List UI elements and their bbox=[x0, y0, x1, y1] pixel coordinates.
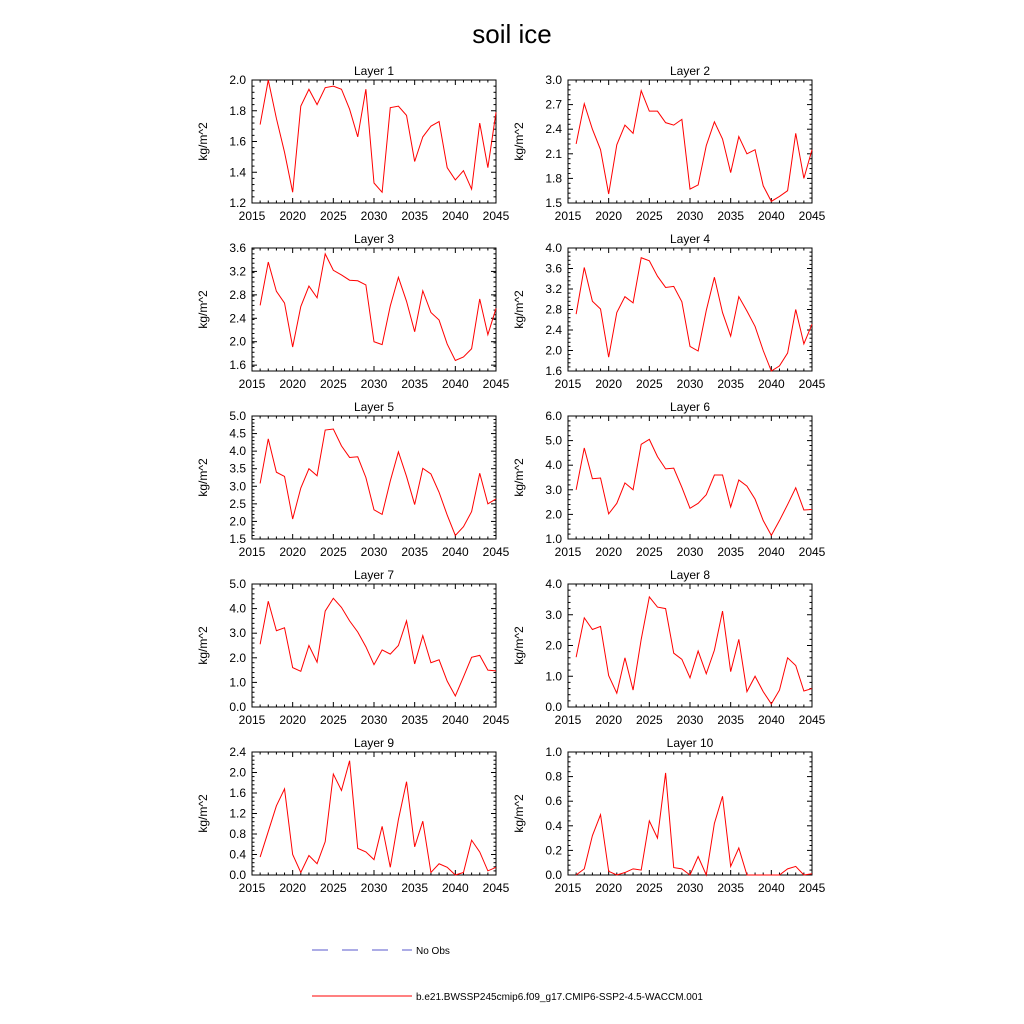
y-tick-label: 1.6 bbox=[229, 786, 246, 800]
chart-panel-8 bbox=[512, 568, 826, 727]
y-tick-label: 0.2 bbox=[545, 843, 562, 858]
x-tick-label: 2020 bbox=[279, 377, 307, 391]
y-tick-label: 1.2 bbox=[229, 196, 246, 210]
x-tick-label: 2030 bbox=[676, 881, 704, 895]
x-tick-label: 2015 bbox=[238, 713, 266, 727]
y-tick-label: 3.6 bbox=[229, 241, 246, 255]
y-tick-label: 1.4 bbox=[229, 165, 246, 180]
y-tick-label: 2.7 bbox=[545, 97, 562, 112]
y-tick-label: 0.8 bbox=[229, 827, 246, 841]
x-tick-label: 2035 bbox=[717, 377, 745, 391]
legend-no-obs-label: No Obs bbox=[416, 946, 450, 957]
x-tick-label: 2030 bbox=[676, 545, 704, 559]
y-tick-label: 1.0 bbox=[545, 745, 562, 759]
y-tick-label: 2.0 bbox=[229, 650, 246, 665]
x-tick-label: 2015 bbox=[554, 713, 582, 727]
chart-panel-7 bbox=[196, 568, 510, 727]
x-tick-label: 2035 bbox=[401, 377, 429, 391]
legend-model-label: b.e21.BWSSP245cmip6.f09_g17.CMIP6-SSP2-4.5-WACCM.001 bbox=[416, 992, 703, 1003]
x-tick-label: 2020 bbox=[595, 713, 623, 727]
x-tick-label: 2030 bbox=[676, 377, 704, 391]
y-tick-label: 1.6 bbox=[545, 364, 562, 378]
x-tick-label: 2035 bbox=[401, 713, 429, 727]
plot-frame bbox=[568, 248, 812, 371]
x-tick-label: 2045 bbox=[798, 545, 826, 559]
y-tick-label: 2.8 bbox=[545, 302, 562, 317]
y-axis-label: kg/m^2 bbox=[196, 122, 210, 161]
chart-panel-4 bbox=[512, 232, 826, 391]
y-tick-label: 0.0 bbox=[545, 700, 562, 714]
x-tick-label: 2035 bbox=[717, 209, 745, 223]
x-tick-label: 2045 bbox=[798, 713, 826, 727]
y-tick-label: 0.8 bbox=[545, 769, 562, 784]
x-tick-label: 2015 bbox=[554, 881, 582, 895]
y-tick-label: 1.2 bbox=[229, 806, 246, 821]
x-tick-label: 2040 bbox=[757, 377, 785, 391]
y-tick-label: 5.0 bbox=[229, 409, 246, 423]
x-tick-label: 2040 bbox=[441, 377, 469, 391]
y-axis-label: kg/m^2 bbox=[512, 122, 526, 161]
x-tick-label: 2015 bbox=[238, 377, 266, 391]
y-tick-label: 1.0 bbox=[229, 675, 246, 690]
plot-frame bbox=[252, 416, 496, 539]
x-tick-label: 2015 bbox=[238, 209, 266, 223]
x-tick-label: 2045 bbox=[482, 377, 510, 391]
plot-frame bbox=[252, 80, 496, 203]
x-tick-label: 2025 bbox=[319, 713, 347, 727]
y-tick-label: 6.0 bbox=[545, 409, 562, 423]
x-tick-label: 2040 bbox=[441, 881, 469, 895]
y-axis-label: kg/m^2 bbox=[512, 794, 526, 833]
x-tick-label: 2020 bbox=[595, 377, 623, 391]
y-tick-label: 1.0 bbox=[545, 669, 562, 684]
y-tick-label: 0.4 bbox=[229, 847, 246, 862]
chart-panel-9 bbox=[196, 736, 510, 895]
y-tick-label: 2.0 bbox=[229, 73, 246, 87]
series-line bbox=[260, 429, 496, 535]
x-tick-label: 2030 bbox=[360, 377, 388, 391]
y-tick-label: 2.4 bbox=[229, 745, 246, 759]
series-line bbox=[260, 598, 496, 696]
series-line bbox=[576, 91, 812, 202]
x-tick-label: 2015 bbox=[238, 545, 266, 559]
x-tick-label: 2025 bbox=[319, 545, 347, 559]
y-tick-label: 0.0 bbox=[545, 868, 562, 882]
x-tick-label: 2045 bbox=[482, 713, 510, 727]
y-axis-label: kg/m^2 bbox=[512, 290, 526, 329]
y-axis-label: kg/m^2 bbox=[196, 290, 210, 329]
x-tick-label: 2020 bbox=[279, 545, 307, 559]
x-tick-label: 2030 bbox=[360, 713, 388, 727]
x-tick-label: 2030 bbox=[676, 209, 704, 223]
x-tick-label: 2045 bbox=[798, 881, 826, 895]
plot-frame bbox=[252, 752, 496, 875]
panel-title: Layer 5 bbox=[353, 400, 395, 414]
plot-frame bbox=[568, 752, 812, 875]
x-tick-label: 2025 bbox=[635, 713, 663, 727]
x-tick-label: 2025 bbox=[319, 209, 347, 223]
panel-title: Layer 3 bbox=[353, 232, 395, 246]
y-tick-label: 0.4 bbox=[545, 818, 562, 833]
y-tick-label: 1.0 bbox=[545, 532, 562, 546]
series-line bbox=[576, 258, 812, 371]
x-tick-label: 2040 bbox=[441, 209, 469, 223]
y-tick-label: 3.0 bbox=[229, 626, 246, 641]
x-tick-label: 2020 bbox=[595, 881, 623, 895]
y-tick-label: 5.0 bbox=[545, 433, 562, 448]
y-tick-label: 2.0 bbox=[229, 334, 246, 349]
x-tick-label: 2025 bbox=[635, 881, 663, 895]
panel-title: Layer 10 bbox=[666, 736, 714, 750]
x-tick-label: 2025 bbox=[635, 209, 663, 223]
y-tick-label: 1.8 bbox=[229, 103, 246, 118]
panel-title: Layer 9 bbox=[353, 736, 395, 750]
panel-title: Layer 6 bbox=[669, 400, 711, 414]
x-tick-label: 2045 bbox=[798, 377, 826, 391]
x-tick-label: 2035 bbox=[401, 545, 429, 559]
y-tick-label: 5.0 bbox=[229, 577, 246, 591]
x-tick-label: 2020 bbox=[279, 713, 307, 727]
x-tick-label: 2035 bbox=[401, 881, 429, 895]
x-tick-label: 2030 bbox=[360, 881, 388, 895]
x-tick-label: 2040 bbox=[441, 545, 469, 559]
y-tick-label: 2.1 bbox=[545, 146, 562, 161]
x-tick-label: 2040 bbox=[757, 713, 785, 727]
x-tick-label: 2020 bbox=[279, 881, 307, 895]
y-tick-label: 2.0 bbox=[229, 765, 246, 780]
panel-title: Layer 8 bbox=[669, 568, 711, 582]
series-line bbox=[260, 761, 496, 875]
y-tick-label: 3.0 bbox=[545, 607, 562, 622]
y-tick-label: 4.0 bbox=[545, 577, 562, 591]
y-tick-label: 3.5 bbox=[229, 461, 246, 476]
y-tick-label: 2.4 bbox=[545, 122, 562, 137]
y-tick-label: 3.0 bbox=[229, 479, 246, 494]
y-axis-label: kg/m^2 bbox=[512, 458, 526, 497]
x-tick-label: 2045 bbox=[482, 209, 510, 223]
y-tick-label: 2.0 bbox=[229, 514, 246, 529]
panel-title: Layer 7 bbox=[353, 568, 395, 582]
x-tick-label: 2035 bbox=[717, 881, 745, 895]
panel-title: Layer 4 bbox=[669, 232, 711, 246]
plot-frame bbox=[568, 80, 812, 203]
y-tick-label: 2.4 bbox=[545, 323, 562, 337]
y-tick-label: 1.5 bbox=[545, 196, 562, 210]
x-tick-label: 2045 bbox=[482, 545, 510, 559]
plot-frame bbox=[568, 416, 812, 539]
y-axis-label: kg/m^2 bbox=[196, 794, 210, 833]
x-tick-label: 2030 bbox=[676, 713, 704, 727]
x-tick-label: 2020 bbox=[595, 209, 623, 223]
x-tick-label: 2040 bbox=[441, 713, 469, 727]
y-tick-label: 3.2 bbox=[545, 282, 562, 296]
y-tick-label: 2.4 bbox=[229, 311, 246, 326]
chart-panel-6 bbox=[512, 400, 826, 559]
y-tick-label: 2.8 bbox=[229, 287, 246, 302]
plot-frame bbox=[568, 584, 812, 707]
y-axis-label: kg/m^2 bbox=[196, 626, 210, 665]
y-tick-label: 3.0 bbox=[545, 73, 562, 87]
y-tick-label: 3.0 bbox=[545, 482, 562, 497]
y-tick-label: 0.0 bbox=[229, 868, 246, 882]
plot-frame bbox=[252, 248, 496, 371]
y-tick-label: 4.0 bbox=[229, 601, 246, 616]
x-tick-label: 2035 bbox=[717, 713, 745, 727]
y-tick-label: 4.0 bbox=[545, 241, 562, 255]
x-tick-label: 2025 bbox=[635, 377, 663, 391]
x-tick-label: 2015 bbox=[238, 881, 266, 895]
y-tick-label: 2.0 bbox=[545, 343, 562, 358]
x-tick-label: 2040 bbox=[757, 545, 785, 559]
y-tick-label: 4.0 bbox=[545, 458, 562, 473]
y-tick-label: 1.8 bbox=[545, 171, 562, 186]
series-line bbox=[260, 254, 496, 361]
chart-panel-10 bbox=[512, 736, 826, 895]
x-tick-label: 2040 bbox=[757, 209, 785, 223]
x-tick-label: 2045 bbox=[798, 209, 826, 223]
y-tick-label: 2.0 bbox=[545, 507, 562, 522]
chart-panel-1 bbox=[196, 64, 510, 223]
chart-panel-5 bbox=[196, 400, 510, 559]
y-tick-label: 1.5 bbox=[229, 532, 246, 546]
y-tick-label: 4.5 bbox=[229, 426, 246, 441]
series-line bbox=[260, 80, 496, 192]
series-line bbox=[576, 597, 812, 704]
y-tick-label: 1.6 bbox=[229, 134, 246, 149]
legend bbox=[312, 946, 703, 1003]
figure-title: soil ice bbox=[472, 19, 552, 49]
x-tick-label: 2035 bbox=[717, 545, 745, 559]
y-tick-label: 3.2 bbox=[229, 264, 246, 279]
y-tick-label: 1.6 bbox=[229, 358, 246, 373]
x-tick-label: 2015 bbox=[554, 209, 582, 223]
y-axis-label: kg/m^2 bbox=[512, 626, 526, 665]
panel-title: Layer 2 bbox=[669, 64, 711, 78]
y-axis-label: kg/m^2 bbox=[196, 458, 210, 497]
x-tick-label: 2015 bbox=[554, 545, 582, 559]
chart-panel-2 bbox=[512, 64, 826, 223]
y-tick-label: 4.0 bbox=[229, 444, 246, 459]
series-line bbox=[576, 439, 812, 535]
x-tick-label: 2015 bbox=[554, 377, 582, 391]
y-tick-label: 2.5 bbox=[229, 496, 246, 511]
panel-title: Layer 1 bbox=[353, 64, 395, 78]
y-tick-label: 3.6 bbox=[545, 261, 562, 276]
y-tick-label: 0.6 bbox=[545, 794, 562, 809]
x-tick-label: 2025 bbox=[635, 545, 663, 559]
series-line bbox=[576, 773, 812, 875]
x-tick-label: 2040 bbox=[757, 881, 785, 895]
y-tick-label: 0.0 bbox=[229, 700, 246, 714]
x-tick-label: 2035 bbox=[401, 209, 429, 223]
x-tick-label: 2025 bbox=[319, 881, 347, 895]
x-tick-label: 2045 bbox=[482, 881, 510, 895]
panel-grid bbox=[196, 64, 826, 895]
x-tick-label: 2025 bbox=[319, 377, 347, 391]
chart-panel-3 bbox=[196, 232, 510, 391]
y-tick-label: 2.0 bbox=[545, 638, 562, 653]
x-tick-label: 2020 bbox=[279, 209, 307, 223]
x-tick-label: 2020 bbox=[595, 545, 623, 559]
x-tick-label: 2030 bbox=[360, 209, 388, 223]
x-tick-label: 2030 bbox=[360, 545, 388, 559]
